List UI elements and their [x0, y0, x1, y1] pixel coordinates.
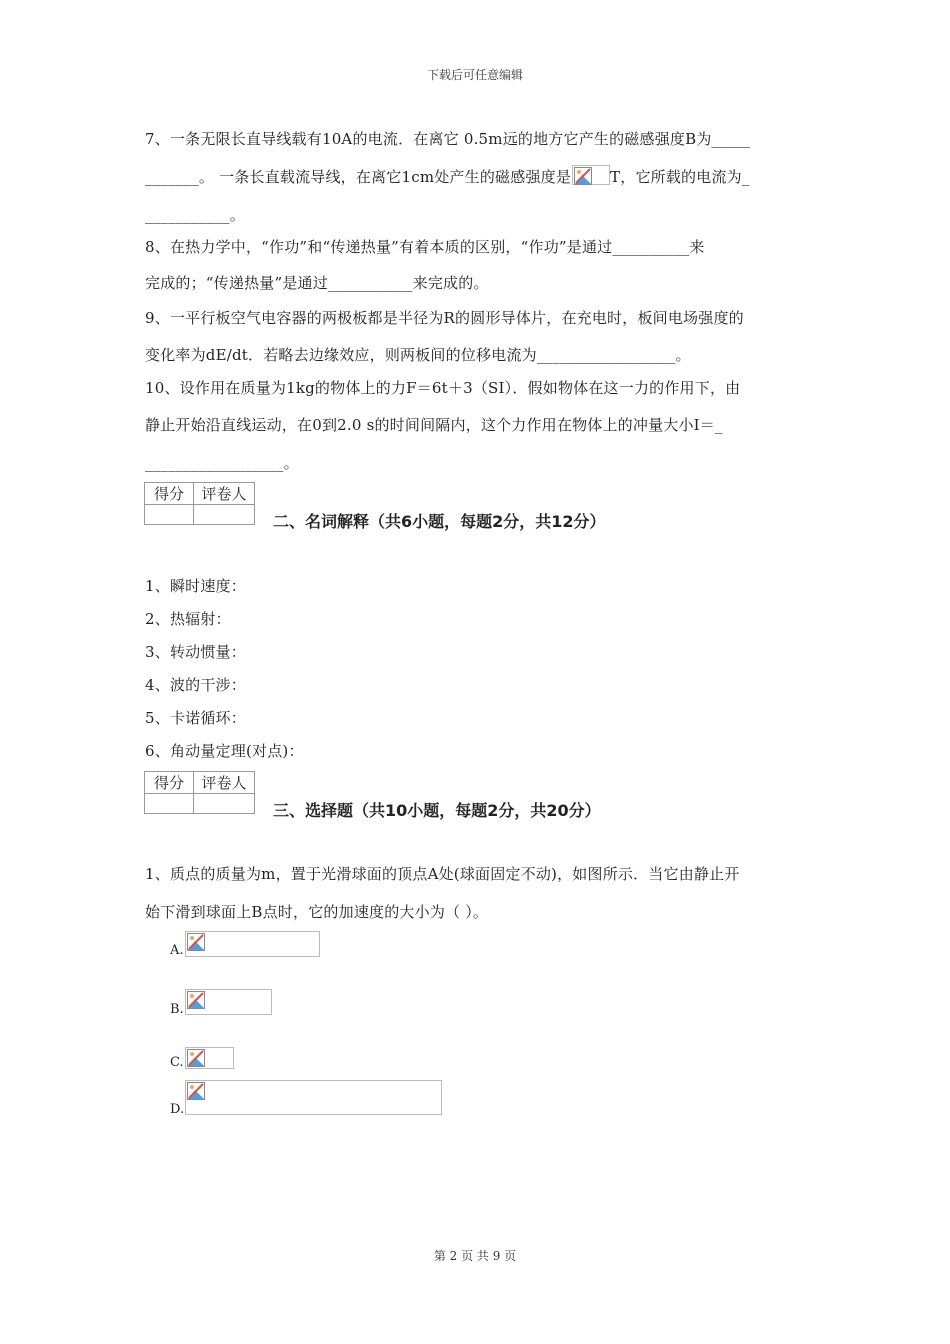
score-cell[interactable] — [145, 505, 194, 525]
q9-line1: 9、一平行板空气电容器的两极板都是半径为R的圆形导体片，在充电时，板间电场强度的 — [145, 309, 744, 327]
q7-line3: ___________。 — [145, 206, 245, 224]
option-a-image — [185, 931, 320, 957]
option-b-label[interactable]: B. — [170, 1002, 184, 1017]
score-header: 得分 — [145, 772, 194, 794]
grader-cell[interactable] — [194, 505, 255, 525]
broken-image-icon — [187, 1049, 205, 1067]
score-table — [144, 771, 255, 814]
inline-image-placeholder — [572, 165, 610, 185]
q10-line2: 静止开始沿直线运动，在0到2.0 s的时间间隔内，这个力作用在物体上的冲量大小I＝_ — [145, 416, 723, 434]
q7-line2-text-b: T，它所载的电流为_ — [610, 168, 750, 186]
option-d-label[interactable]: D. — [170, 1102, 185, 1117]
q8-line2: 完成的；“传递热量”是通过___________来完成的。 — [145, 274, 489, 292]
q8-line1: 8、在热力学中，“作功”和“传递热量”有着本质的区别，“作功”是通过__________来 — [145, 238, 705, 256]
term-item-1: 1、瞬时速度： — [145, 577, 246, 595]
q7-line2 — [145, 165, 750, 187]
term-item-6: 6、角动量定理(对点)： — [145, 742, 304, 760]
option-c-label[interactable]: C. — [170, 1055, 184, 1070]
option-b-image — [185, 989, 272, 1015]
term-item-2: 2、热辐射： — [145, 610, 231, 628]
q7-line1: 7、一条无限长直导线载有10A的电流．在离它 0.5m远的地方它产生的磁感强度B为_____ — [145, 130, 751, 148]
broken-image-icon — [187, 991, 205, 1009]
term-item-5: 5、卡诺循环： — [145, 709, 246, 727]
broken-image-icon — [574, 167, 592, 185]
grader-header: 评卷人 — [194, 772, 255, 794]
score-cell[interactable] — [145, 794, 194, 814]
grader-header: 评卷人 — [194, 483, 255, 505]
broken-image-icon — [187, 1082, 205, 1100]
q7-line2-text-a: _______。 一条长直载流导线，在离它1cm处产生的磁感强度是 — [145, 168, 572, 186]
option-c-image — [185, 1047, 234, 1069]
choice-q1-line2: 始下滑到球面上B点时，它的加速度的大小为（ ）。 — [145, 903, 489, 921]
choice-q1-line1: 1、质点的质量为m，置于光滑球面的顶点A处(球面固定不动)，如图所示．当它由静止开 — [145, 865, 740, 883]
broken-image-icon — [187, 933, 205, 951]
section3-title: 三、选择题（共10小题，每题2分，共20分） — [273, 801, 601, 820]
option-a-label[interactable]: A. — [170, 943, 184, 958]
section2-title: 二、名词解释（共6小题，每题2分，共12分） — [273, 512, 606, 531]
grader-cell[interactable] — [194, 794, 255, 814]
page-header: 下载后可任意编辑 — [426, 68, 523, 82]
option-d-image — [185, 1080, 442, 1115]
term-item-3: 3、转动惯量： — [145, 643, 246, 661]
q10-line1: 10、设作用在质量为1kg的物体上的力F＝6t＋3（SI）．假如物体在这一力的作用下，由 — [145, 379, 741, 397]
score-table — [144, 482, 255, 525]
page-footer: 第 2 页 共 9 页 — [433, 1249, 517, 1263]
term-item-4: 4、波的干涉： — [145, 676, 246, 694]
score-header: 得分 — [145, 483, 194, 505]
q10-line3: __________________。 — [145, 454, 299, 472]
q9-line2: 变化率为dE/dt．若略去边缘效应，则两板间的位移电流为__________________。 — [145, 346, 691, 364]
